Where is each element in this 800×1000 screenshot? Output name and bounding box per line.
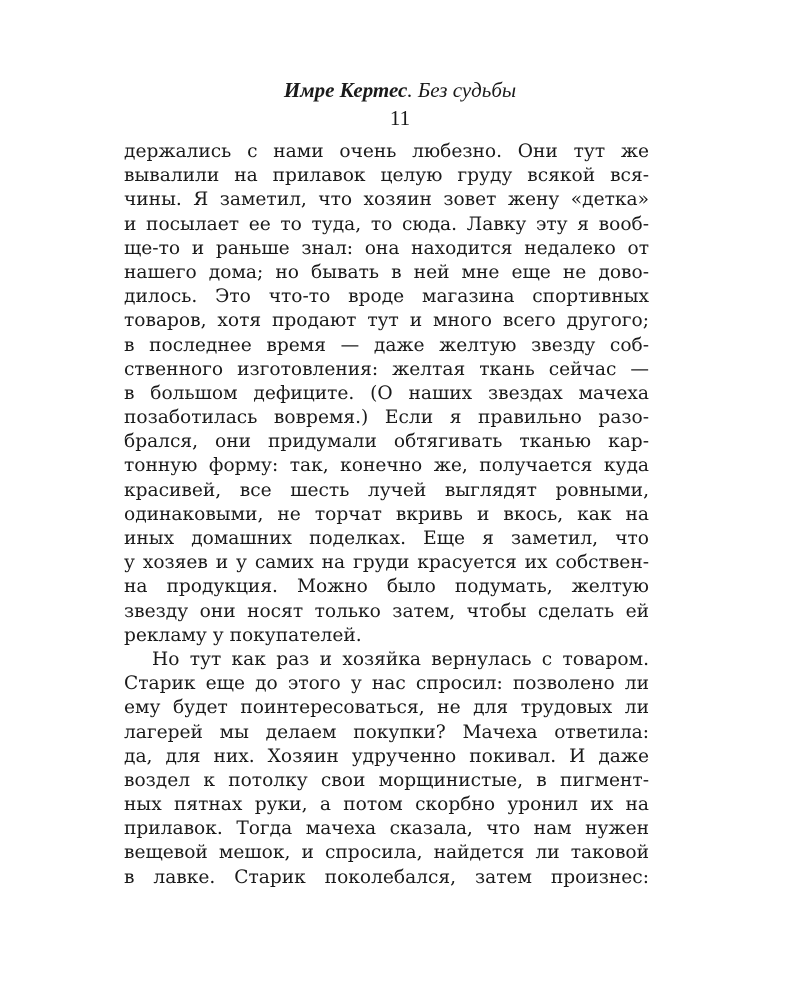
text-line: на продукция. Можно было подумать, желтую [124,576,649,598]
book-title: Без судьбы [417,78,517,102]
text-line: в большом дефиците. (О наших звездах мачеха [124,382,649,404]
text-line: ных пятнах руки, а потом скорбно уронил их на [124,794,649,816]
text-line: ему будет поинтересоваться, не для трудовых ли [124,697,649,719]
text-line: тонную форму: так, конечно же, получается куда [124,455,649,477]
text-line: красивей, все шесть лучей выглядят ровными, [124,479,649,501]
author-name: Имре Кертес [283,78,408,102]
header-separator: . [407,78,418,102]
page-number: 11 [389,106,411,130]
text-line: дилось. Это что-то вроде магазина спортивных [124,286,649,308]
body-text [124,140,649,890]
text-line: звезду они носят только затем, чтобы сделать ей [124,600,649,622]
text-line: ще-то и раньше знал: она находится недалеко от [124,237,649,259]
text-line: в лавке. Старик поколебался, затем произнес: [124,866,649,888]
text-line: иных домашних поделках. Еще я заметил, что [124,528,649,549]
text-line: у хозяев и у самих на груди красуется их собствен- [124,552,649,574]
text-line: прилавок. Тогда мачеха сказала, что нам нужен [124,818,649,840]
text-line: воздел к потолку свои морщинистые, в пигмент- [124,769,649,791]
running-header [0,77,800,103]
text-line: чины. Я заметил, что хозяин зовет жену «детка» [124,189,649,211]
text-line: лагерей мы делаем покупки? Мачеха ответила: [124,721,649,743]
text-line: товаров, хотя продают тут и много всего другого; [124,310,649,332]
text-line: в последнее время — даже желтую звезду соб- [124,334,649,356]
text-line: рекламу у покупателей. [124,624,362,646]
text-line: ственного изготовления: желтая ткань сейчас — [124,358,649,380]
text-line: держались с нами очень любезно. Они тут же [124,141,649,162]
text-line: нашего дома; но бывать в ней мне еще не дово- [124,261,649,283]
text-line: да, для них. Хозяин удрученно покивал. И даже [124,745,649,767]
text-line: вывалили на прилавок целую груду всякой вся- [124,165,649,187]
text-line: позаботилась вовремя.) Если я правильно разо- [124,407,649,429]
text-line: брался, они придумали обтягивать тканью кар- [124,431,649,453]
text-line: Но тут как раз и хозяйка вернулась с товаром. [152,648,649,670]
text-line: одинаковыми, не торчат вкривь и вкось, как на [124,503,649,525]
text-line: и посылает ее то туда, то сюда. Лавку эту я вооб- [124,213,649,235]
text-line: Старик еще до этого у нас спросил: позволено ли [124,673,649,695]
text-line: вещевой мешок, и спросила, найдется ли таковой [124,842,649,864]
